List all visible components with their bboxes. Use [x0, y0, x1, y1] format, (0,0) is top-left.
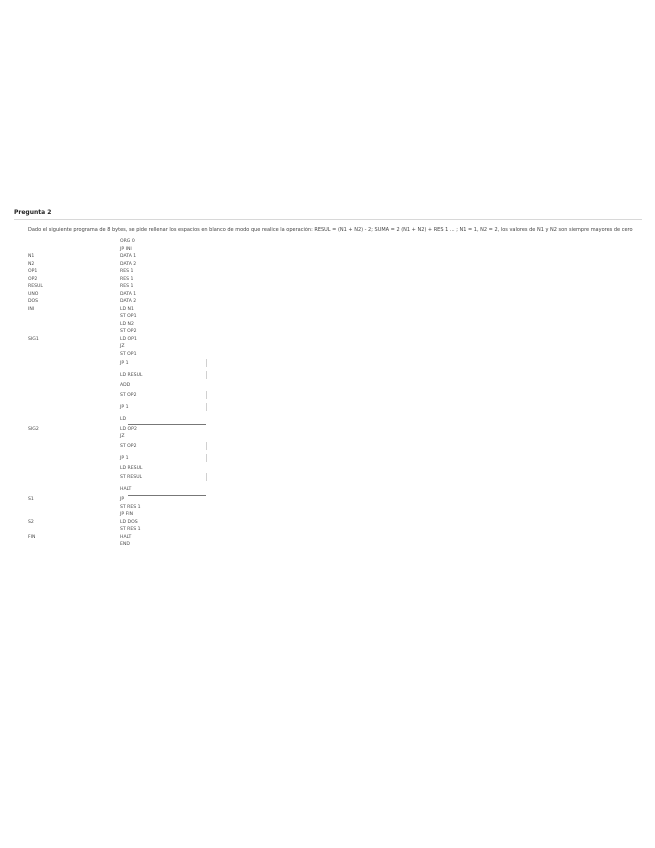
fill-in-blank-7[interactable] — [128, 473, 207, 481]
line-instruction: ORG 0 — [120, 239, 135, 244]
line-instruction: JZ — [120, 434, 125, 439]
program-line — [0, 276, 655, 284]
program-line — [0, 465, 655, 473]
line-instruction: LD N1 — [120, 306, 134, 312]
program-line — [0, 390, 655, 402]
fill-in-underline-1[interactable] — [128, 424, 206, 425]
line-instruction: LD DOS — [120, 519, 138, 525]
program-line — [0, 306, 655, 314]
program-line — [0, 382, 655, 390]
program-line — [0, 261, 655, 269]
line-instruction: JP INI — [120, 246, 132, 252]
program-line — [0, 453, 655, 465]
line-instruction: END — [120, 542, 130, 547]
line-label: INI — [28, 306, 35, 312]
fill-in-blank-1[interactable] — [128, 359, 207, 367]
program-listing — [0, 238, 655, 549]
line-instruction: ST RES 1 — [120, 504, 141, 510]
program-line — [0, 358, 655, 370]
line-label: S1 — [28, 497, 34, 502]
program-line — [0, 519, 655, 527]
program-line — [0, 541, 655, 549]
question-statement: Dado el siguiente programa de 8 bytes, se pide rellenar los espacios en blanco de modo que realice la operación: RESUL = (N1 + N2) - 2; SUMA = 2 (N1 + N2) + RES 1 ... ; N1 = 1, N2 = 2, los valores de N1 y N2 son siempre mayores de cero — [28, 227, 633, 233]
program-line — [0, 511, 655, 519]
program-line — [0, 336, 655, 344]
program-line — [0, 283, 655, 291]
line-label: N1 — [28, 254, 35, 259]
program-line — [0, 246, 655, 254]
program-line — [0, 414, 655, 426]
line-instruction: LD RESUL — [120, 373, 143, 378]
program-line — [0, 370, 655, 382]
line-instruction: ADD — [120, 383, 131, 388]
line-instruction: ST OP2 — [120, 443, 137, 449]
line-instruction: HALT — [120, 534, 132, 540]
line-instruction: ST OP1 — [120, 314, 137, 319]
fill-in-blank-4[interactable] — [128, 403, 207, 411]
program-line — [0, 343, 655, 351]
program-line — [0, 433, 655, 441]
line-instruction: DATA 1 — [120, 291, 137, 297]
program-line — [0, 268, 655, 276]
program-line — [0, 298, 655, 306]
line-label: OP1 — [28, 269, 38, 274]
question-title: Pregunta 2 — [14, 209, 52, 216]
fill-in-blank-3[interactable] — [128, 391, 207, 399]
program-line — [0, 238, 655, 246]
fill-in-blank-6[interactable] — [128, 454, 207, 462]
line-label: FIN — [28, 534, 36, 540]
line-instruction: LD — [120, 416, 127, 422]
line-label: N2 — [28, 261, 35, 267]
program-line — [0, 496, 655, 504]
line-instruction: JP — [120, 497, 125, 502]
line-instruction: DATA 1 — [120, 254, 137, 259]
program-line — [0, 441, 655, 453]
program-line — [0, 484, 655, 496]
question-divider — [14, 219, 642, 220]
line-instruction: JZ — [120, 344, 125, 349]
program-line — [0, 526, 655, 534]
program-line — [0, 426, 655, 434]
program-line — [0, 534, 655, 542]
line-instruction: LD RESUL — [120, 465, 143, 471]
line-instruction: JP 1 — [120, 361, 129, 366]
program-line — [0, 402, 655, 414]
fill-in-blank-5[interactable] — [128, 442, 207, 450]
line-instruction: RES 1 — [120, 269, 134, 274]
line-label: UNO — [28, 291, 39, 297]
line-label: OP2 — [28, 276, 38, 282]
line-label: RESUL — [28, 284, 43, 289]
line-instruction: ST OP2 — [120, 392, 137, 398]
line-instruction: JP 1 — [120, 404, 129, 410]
line-instruction: RES 1 — [120, 284, 134, 289]
program-line — [0, 351, 655, 359]
line-instruction: LD N2 — [120, 321, 134, 327]
line-instruction: JP 1 — [120, 455, 129, 461]
line-instruction: ST RESUL — [120, 475, 143, 480]
line-instruction: HALT — [120, 487, 132, 492]
program-line — [0, 321, 655, 329]
program-line — [0, 253, 655, 261]
program-line — [0, 313, 655, 321]
line-instruction: DATA 2 — [120, 261, 137, 267]
fill-in-blank-2[interactable] — [128, 371, 207, 379]
line-label: DOS — [28, 299, 39, 304]
line-label: SIG2 — [28, 426, 39, 432]
line-instruction: LD OP1 — [120, 336, 137, 342]
line-instruction: ST OP1 — [120, 351, 137, 357]
program-line — [0, 291, 655, 299]
line-instruction: LD OP2 — [120, 426, 137, 432]
line-instruction: JP FIN — [120, 512, 134, 517]
program-line — [0, 328, 655, 336]
line-instruction: RES 1 — [120, 276, 134, 282]
line-instruction: ST RES 1 — [120, 527, 141, 532]
program-line — [0, 472, 655, 484]
line-label: SIG1 — [28, 336, 39, 342]
line-instruction: ST OP2 — [120, 329, 137, 334]
line-label: S2 — [28, 519, 34, 525]
line-instruction: DATA 2 — [120, 299, 137, 304]
program-line — [0, 504, 655, 512]
